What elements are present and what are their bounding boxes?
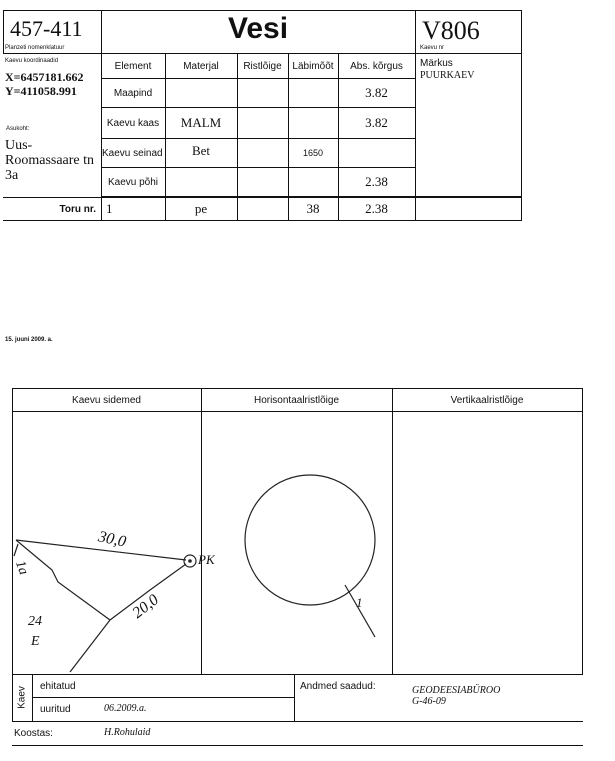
location-label: Asukoht: <box>6 126 30 132</box>
footer-source-label: Andmed saadud: <box>300 681 376 692</box>
row-material: Bet <box>191 143 211 158</box>
row-element: Kaevu seinad <box>102 147 163 159</box>
row-height: 2.38 <box>365 174 388 189</box>
sketch-mark-1a: 1a <box>12 558 31 577</box>
panel-title-horizontal: Horisontaalristlõige <box>253 395 340 406</box>
col-header-element: Element <box>114 60 152 72</box>
row-element: Kaevu põhi <box>107 176 159 188</box>
coord-x: X=6457181.662 <box>5 70 84 84</box>
footer-source-org: GEODEESIABÜROO <box>412 685 501 696</box>
sheet-number: 457-411 <box>10 16 83 41</box>
panel-title-connections: Kaevu sidemed <box>72 395 141 406</box>
row-element: Maapind <box>113 87 153 99</box>
row-material: MALM <box>180 115 222 130</box>
sketch-leader-label: 1 <box>356 595 363 610</box>
location-value: Uus-Roomassaare tn 3a <box>5 138 95 183</box>
pipe-material: pe <box>194 201 208 216</box>
sheet-caption: Planzeti nomenklatuur <box>5 45 65 51</box>
panel-title-vertical: Vertikaalristlõige <box>450 395 524 406</box>
footer-surveyed-label: uuritud <box>40 704 71 715</box>
coords-label: Kaevu koordinaadid <box>5 58 59 64</box>
pipe-diameter: 38 <box>306 201 320 216</box>
page-title: Vesi <box>227 12 289 45</box>
col-header-material: Materjal <box>183 60 219 72</box>
row-height: 3.82 <box>365 115 388 130</box>
remarks-label: Märkus <box>420 58 453 69</box>
pipe-label: Toru nr. <box>59 203 96 215</box>
footer-built-label: ehitatud <box>40 681 76 692</box>
footer-source-code: G-46-09 <box>412 696 446 707</box>
footer-side-label: Kaev <box>16 686 28 709</box>
col-header-diameter: Läbimõõt <box>292 60 334 72</box>
well-number-caption: Kaevu nr <box>420 45 445 51</box>
well-number: V806 <box>422 16 480 45</box>
footer-surveyed-value: 06.2009.a. <box>104 703 147 714</box>
col-header-height: Abs. kõrgus <box>350 60 403 72</box>
date-note: 15. juuni 2009. a. <box>5 337 53 343</box>
remarks-value: PUURKAEV <box>420 70 475 81</box>
row-element: Kaevu kaas <box>106 117 160 129</box>
sketch-distance-top: 30,0 <box>96 528 128 551</box>
sketch-mark-e: E <box>31 634 40 649</box>
coord-y: Y=411058.991 <box>5 84 77 98</box>
col-header-cross-section: Ristlõige <box>243 60 282 72</box>
pipe-height: 2.38 <box>365 201 388 216</box>
pipe-number: 1 <box>106 201 113 216</box>
sketch-mark-24: 24 <box>28 614 42 629</box>
footer-compiled-label: Koostas: <box>14 728 53 739</box>
row-diameter: 1650 <box>302 148 324 158</box>
footer-compiled-value: H.Rohulaid <box>104 727 151 738</box>
sketch-distance-mid: 20,0 <box>129 591 162 622</box>
row-height: 3.82 <box>365 85 388 100</box>
sketch-mark-pk: PK <box>198 552 215 567</box>
